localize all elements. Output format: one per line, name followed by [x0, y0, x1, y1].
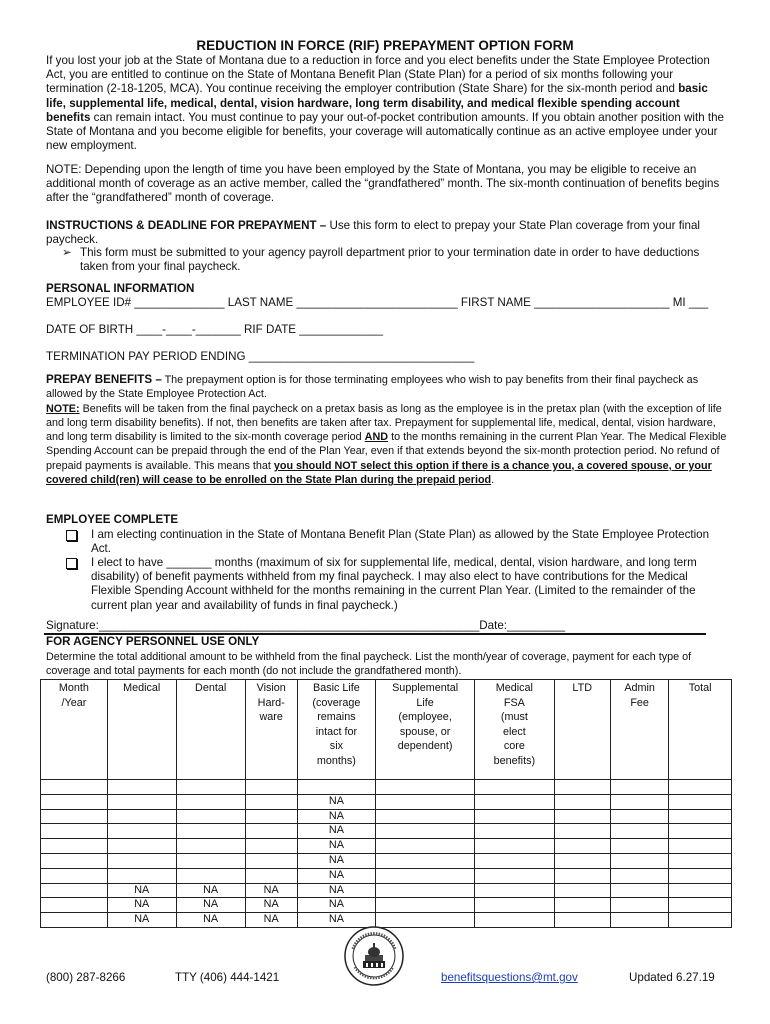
table-row	[41, 794, 732, 809]
table-cell[interactable]: NA	[297, 898, 375, 913]
table-cell[interactable]: NA	[297, 868, 375, 883]
table-cell[interactable]	[376, 794, 475, 809]
prepay-months-checkbox[interactable]	[66, 558, 77, 569]
table-cell[interactable]	[669, 824, 732, 839]
personal-info-heading: PERSONAL INFORMATION	[46, 282, 195, 295]
table-cell[interactable]: NA	[297, 809, 375, 824]
table-cell[interactable]	[41, 868, 108, 883]
column-header	[554, 680, 610, 780]
table-cell[interactable]	[41, 809, 108, 824]
instructions-bullet-text: This form must be submitted to your agency payroll department prior to your termination date in order to have deductions taken from your final paycheck.	[80, 246, 700, 274]
table-cell[interactable]	[245, 868, 297, 883]
agency-heading: FOR AGENCY PERSONNEL USE ONLY	[46, 635, 260, 648]
table-cell[interactable]	[245, 780, 297, 795]
table-cell[interactable]: NA	[245, 883, 297, 898]
table-cell[interactable]: NA	[176, 913, 245, 928]
table-cell[interactable]	[107, 868, 176, 883]
table-cell[interactable]	[669, 868, 732, 883]
option-continuation-text: I am electing continuation in the State of Montana Benefit Plan (State Plan) as allowed by the State Employee Protection Act.	[91, 528, 710, 556]
table-cell[interactable]	[475, 824, 554, 839]
table-cell[interactable]	[475, 809, 554, 824]
agency-instructions: Determine the total additional amount to be withheld from the final paycheck. List the month/year of coverage, payment for each type of coverage and total payments for each month (do not include the grandfathered month).	[46, 651, 692, 678]
footer-tty: TTY (406) 444-1421	[175, 971, 280, 984]
table-cell[interactable]	[669, 839, 732, 854]
table-row	[41, 853, 732, 868]
table-cell[interactable]: NA	[176, 883, 245, 898]
continuation-checkbox[interactable]	[66, 530, 77, 541]
table-cell[interactable]	[475, 839, 554, 854]
table-cell[interactable]	[41, 824, 108, 839]
column-header	[669, 680, 732, 780]
table-cell[interactable]	[554, 794, 610, 809]
table-cell[interactable]	[669, 898, 732, 913]
table-cell[interactable]	[376, 853, 475, 868]
table-cell[interactable]: NA	[107, 898, 176, 913]
table-cell[interactable]	[554, 883, 610, 898]
intro-benefits-bold: basic life, supplemental life, medical, dental, vision hardware, long term disability, and medical flexible spending account benefits	[46, 82, 708, 124]
column-header-line: Basic Life	[313, 682, 360, 694]
table-cell[interactable]	[475, 913, 554, 928]
column-header-line: Total	[688, 682, 712, 694]
table-row	[41, 824, 732, 839]
column-header	[176, 680, 245, 780]
table-cell[interactable]	[554, 809, 610, 824]
table-cell[interactable]	[610, 868, 668, 883]
table-cell[interactable]	[41, 898, 108, 913]
column-header-line: dependent)	[397, 740, 453, 752]
table-row	[41, 883, 732, 898]
table-cell[interactable]	[610, 883, 668, 898]
table-row	[41, 839, 732, 854]
footer-phone: (800) 287-8266	[46, 971, 126, 984]
table-cell[interactable]	[376, 898, 475, 913]
column-header	[610, 680, 668, 780]
table-cell[interactable]	[554, 898, 610, 913]
payment-table	[40, 679, 732, 928]
column-header-line: benefits)	[493, 754, 536, 767]
table-cell[interactable]	[554, 824, 610, 839]
table-cell[interactable]	[475, 883, 554, 898]
column-header	[245, 680, 297, 780]
table-cell[interactable]	[245, 839, 297, 854]
footer-email-link[interactable]: benefitsquestions@mt.gov	[441, 971, 578, 984]
table-cell[interactable]: NA	[245, 898, 297, 913]
table-cell[interactable]: NA	[107, 883, 176, 898]
intro-text-a: If you lost your job at the State of Montana due to a reduction in force and you elect benefits under the State Employee Protection Act, you are entitled to continue on the State of Montana Benefit Plan (State Plan) for a period of six months following your termination (2-18-1205, MCA). You continue receiving the employer contribution (State Share) for the six-month period and	[46, 54, 710, 96]
option-prepay-months-text: I elect to have _______ months (maximum of six for supplemental life, medical, dental, vision hardware, and long term disability) of benefit payments withheld from my final paycheck. I may also elect to have contributions for the Medical Flexible Spending Account withheld for the months remaining in the current Plan Year. (Limited to the remainder of the current plan year and availability of funds in final paycheck.)	[91, 556, 697, 612]
column-header-line: Medical	[123, 682, 161, 694]
table-cell[interactable]	[376, 883, 475, 898]
option-prepay-months	[66, 556, 726, 613]
table-cell[interactable]	[669, 794, 732, 809]
table-cell[interactable]	[554, 868, 610, 883]
column-header-line: months)	[316, 754, 356, 767]
column-header-line: LTD	[572, 682, 593, 694]
table-cell[interactable]: NA	[297, 794, 375, 809]
table-cell[interactable]	[41, 913, 108, 928]
column-header-line: core	[503, 740, 525, 752]
column-header-line: (must	[500, 711, 528, 723]
instructions-paragraph	[46, 219, 726, 247]
table-cell[interactable]	[669, 809, 732, 824]
table-cell[interactable]	[376, 809, 475, 824]
column-header-line: six	[329, 740, 343, 752]
personal-line-name[interactable]: EMPLOYEE ID# ______________ LAST NAME _________________________ FIRST NAME _____________________ MI ___	[46, 296, 709, 309]
column-header-line: intact for	[315, 725, 358, 738]
table-cell[interactable]: NA	[176, 898, 245, 913]
column-header	[41, 680, 108, 780]
table-cell[interactable]	[176, 794, 245, 809]
table-cell[interactable]	[475, 780, 554, 795]
table-cell[interactable]	[669, 883, 732, 898]
table-cell[interactable]	[610, 794, 668, 809]
instructions-heading: INSTRUCTIONS & DEADLINE FOR PREPAYMENT –	[46, 219, 327, 232]
prepay-text: The prepayment option is for those terminating employees who wish to pay benefits from their final paycheck as allowed by the State Employee Protection Act.	[46, 374, 699, 401]
table-cell[interactable]	[669, 853, 732, 868]
table-cell[interactable]	[107, 809, 176, 824]
column-header-line: spouse, or	[399, 725, 451, 738]
instructions-bullet	[62, 246, 722, 274]
column-header-line: ware	[259, 711, 283, 723]
table-cell[interactable]	[176, 824, 245, 839]
column-header-line: Fee	[630, 696, 649, 709]
table-cell[interactable]	[176, 839, 245, 854]
option-continuation	[66, 528, 726, 556]
table-cell[interactable]: NA	[297, 853, 375, 868]
table-cell[interactable]	[245, 824, 297, 839]
table-cell[interactable]	[245, 809, 297, 824]
column-header-line: Admin	[624, 682, 655, 694]
column-header	[475, 680, 554, 780]
table-cell[interactable]	[297, 780, 375, 795]
table-cell[interactable]	[376, 824, 475, 839]
prepay-note-label: NOTE:	[46, 402, 80, 415]
table-row	[41, 780, 732, 795]
table-cell[interactable]	[176, 809, 245, 824]
table-cell[interactable]	[554, 853, 610, 868]
table-row	[41, 809, 732, 824]
table-cell[interactable]	[610, 824, 668, 839]
table-cell[interactable]	[610, 839, 668, 854]
table-cell[interactable]	[475, 868, 554, 883]
prepay-warning: you should NOT select this option if there is a chance you, a covered spouse, or your covered child(ren) will cease to be enrolled on the State Plan during the prepaid period	[46, 459, 712, 487]
note-paragraph: NOTE: Depending upon the length of time you have been employed by the State of Montana, you may be eligible to receive an additional month of coverage as an active member, called the “grandfathered” month. The six-month continuation of benefits begins after the “grandfathered” month of coverage.	[46, 163, 720, 205]
table-cell[interactable]	[41, 839, 108, 854]
arrow-bullet-icon: ➢	[62, 246, 72, 259]
prepay-note-and: AND	[364, 431, 389, 444]
column-header-line: Medical	[495, 682, 533, 694]
table-cell[interactable]	[376, 780, 475, 795]
table-cell[interactable]: NA	[297, 824, 375, 839]
table-row	[41, 898, 732, 913]
table-cell[interactable]	[475, 853, 554, 868]
table-cell[interactable]	[41, 853, 108, 868]
table-cell[interactable]	[41, 883, 108, 898]
table-cell[interactable]: NA	[297, 839, 375, 854]
column-header-line: (coverage	[312, 696, 361, 709]
table-cell[interactable]	[554, 839, 610, 854]
footer-updated: Updated 6.27.19	[629, 971, 715, 984]
state-seal-icon	[343, 925, 405, 987]
table-cell[interactable]	[245, 794, 297, 809]
column-header	[376, 680, 475, 780]
intro-paragraph	[46, 54, 726, 153]
table-cell[interactable]	[176, 868, 245, 883]
table-cell[interactable]	[610, 853, 668, 868]
prepay-note-text-a: Benefits will be taken from the final paycheck on a pretax basis as long as the employee is in the pretax plan (with the exception of life and long term disability benefits). If not, then benefits are taken after tax. Prepayment for supplemental life, medical, dental, vision hardware, and long term disability is limited to the six-month coverage period	[46, 402, 722, 444]
table-cell[interactable]	[475, 794, 554, 809]
prepay-paragraph	[46, 373, 730, 487]
intro-text-b: can remain intact. You must continue to pay your out-of-pocket contribution amounts. If you obtain another position with the State of Montana and you become eligible for benefits, your coverage will automatically continue as an active employee under your new employment.	[46, 110, 724, 153]
column-header-line: Vision	[256, 682, 286, 694]
instructions-text: Use this form to elect to prepay your State Plan coverage from your final paycheck.	[46, 219, 700, 247]
table-cell[interactable]	[669, 780, 732, 795]
column-header	[107, 680, 176, 780]
table-cell[interactable]	[554, 913, 610, 928]
table-header-row	[41, 680, 732, 780]
table-cell[interactable]	[376, 839, 475, 854]
column-header-line: elect	[502, 725, 526, 738]
column-header-line: Life	[416, 696, 434, 709]
table-cell[interactable]	[610, 898, 668, 913]
table-cell[interactable]: NA	[297, 913, 375, 928]
table-cell[interactable]	[176, 780, 245, 795]
personal-line-termination[interactable]: TERMINATION PAY PERIOD ENDING ___________________________________	[46, 350, 475, 363]
table-cell[interactable]: NA	[245, 913, 297, 928]
prepay-heading: PREPAY BENEFITS –	[46, 373, 162, 386]
page-title: REDUCTION IN FORCE (RIF) PREPAYMENT OPTION FORM	[196, 38, 574, 53]
table-cell[interactable]	[610, 809, 668, 824]
employee-complete-heading: EMPLOYEE COMPLETE	[46, 513, 179, 526]
column-header-line: Hard-	[257, 696, 285, 709]
column-header	[297, 680, 375, 780]
table-cell[interactable]	[107, 824, 176, 839]
prepay-end: .	[491, 474, 495, 487]
table-cell[interactable]	[669, 913, 732, 928]
table-cell[interactable]	[107, 853, 176, 868]
table-cell[interactable]	[610, 780, 668, 795]
table-cell[interactable]	[41, 794, 108, 809]
column-header-line: Month	[58, 682, 89, 694]
column-header-line: Dental	[195, 682, 227, 694]
table-row	[41, 868, 732, 883]
column-header-line: Supplemental	[392, 682, 459, 694]
table-cell[interactable]	[176, 853, 245, 868]
table-cell[interactable]	[610, 913, 668, 928]
personal-line-dob[interactable]: DATE OF BIRTH ____-____-_______ RIF DATE _____________	[46, 323, 384, 336]
table-cell[interactable]	[41, 780, 108, 795]
table-cell[interactable]	[475, 898, 554, 913]
column-header-line: /Year	[61, 696, 87, 709]
table-cell[interactable]	[376, 868, 475, 883]
table-cell[interactable]	[107, 794, 176, 809]
prepay-note-text-b: to the months remaining in the current Plan Year. The Medical Flexible Spending Account can be prepaid through the end of the Plan Year, even if that extends beyond the six-month protection period. No refund of prepaid payments is available. This means that	[46, 431, 727, 472]
table-cell[interactable]: NA	[107, 913, 176, 928]
table-cell[interactable]: NA	[297, 883, 375, 898]
signature-line[interactable]: Signature:___________________________________________________________Date:_________	[46, 619, 566, 632]
table-cell[interactable]	[554, 780, 610, 795]
column-header-line: (employee,	[398, 711, 452, 723]
table-cell[interactable]	[245, 853, 297, 868]
table-cell[interactable]	[107, 780, 176, 795]
column-header-line: remains	[317, 711, 356, 723]
table-cell[interactable]	[107, 839, 176, 854]
column-header-line: FSA	[503, 696, 525, 709]
